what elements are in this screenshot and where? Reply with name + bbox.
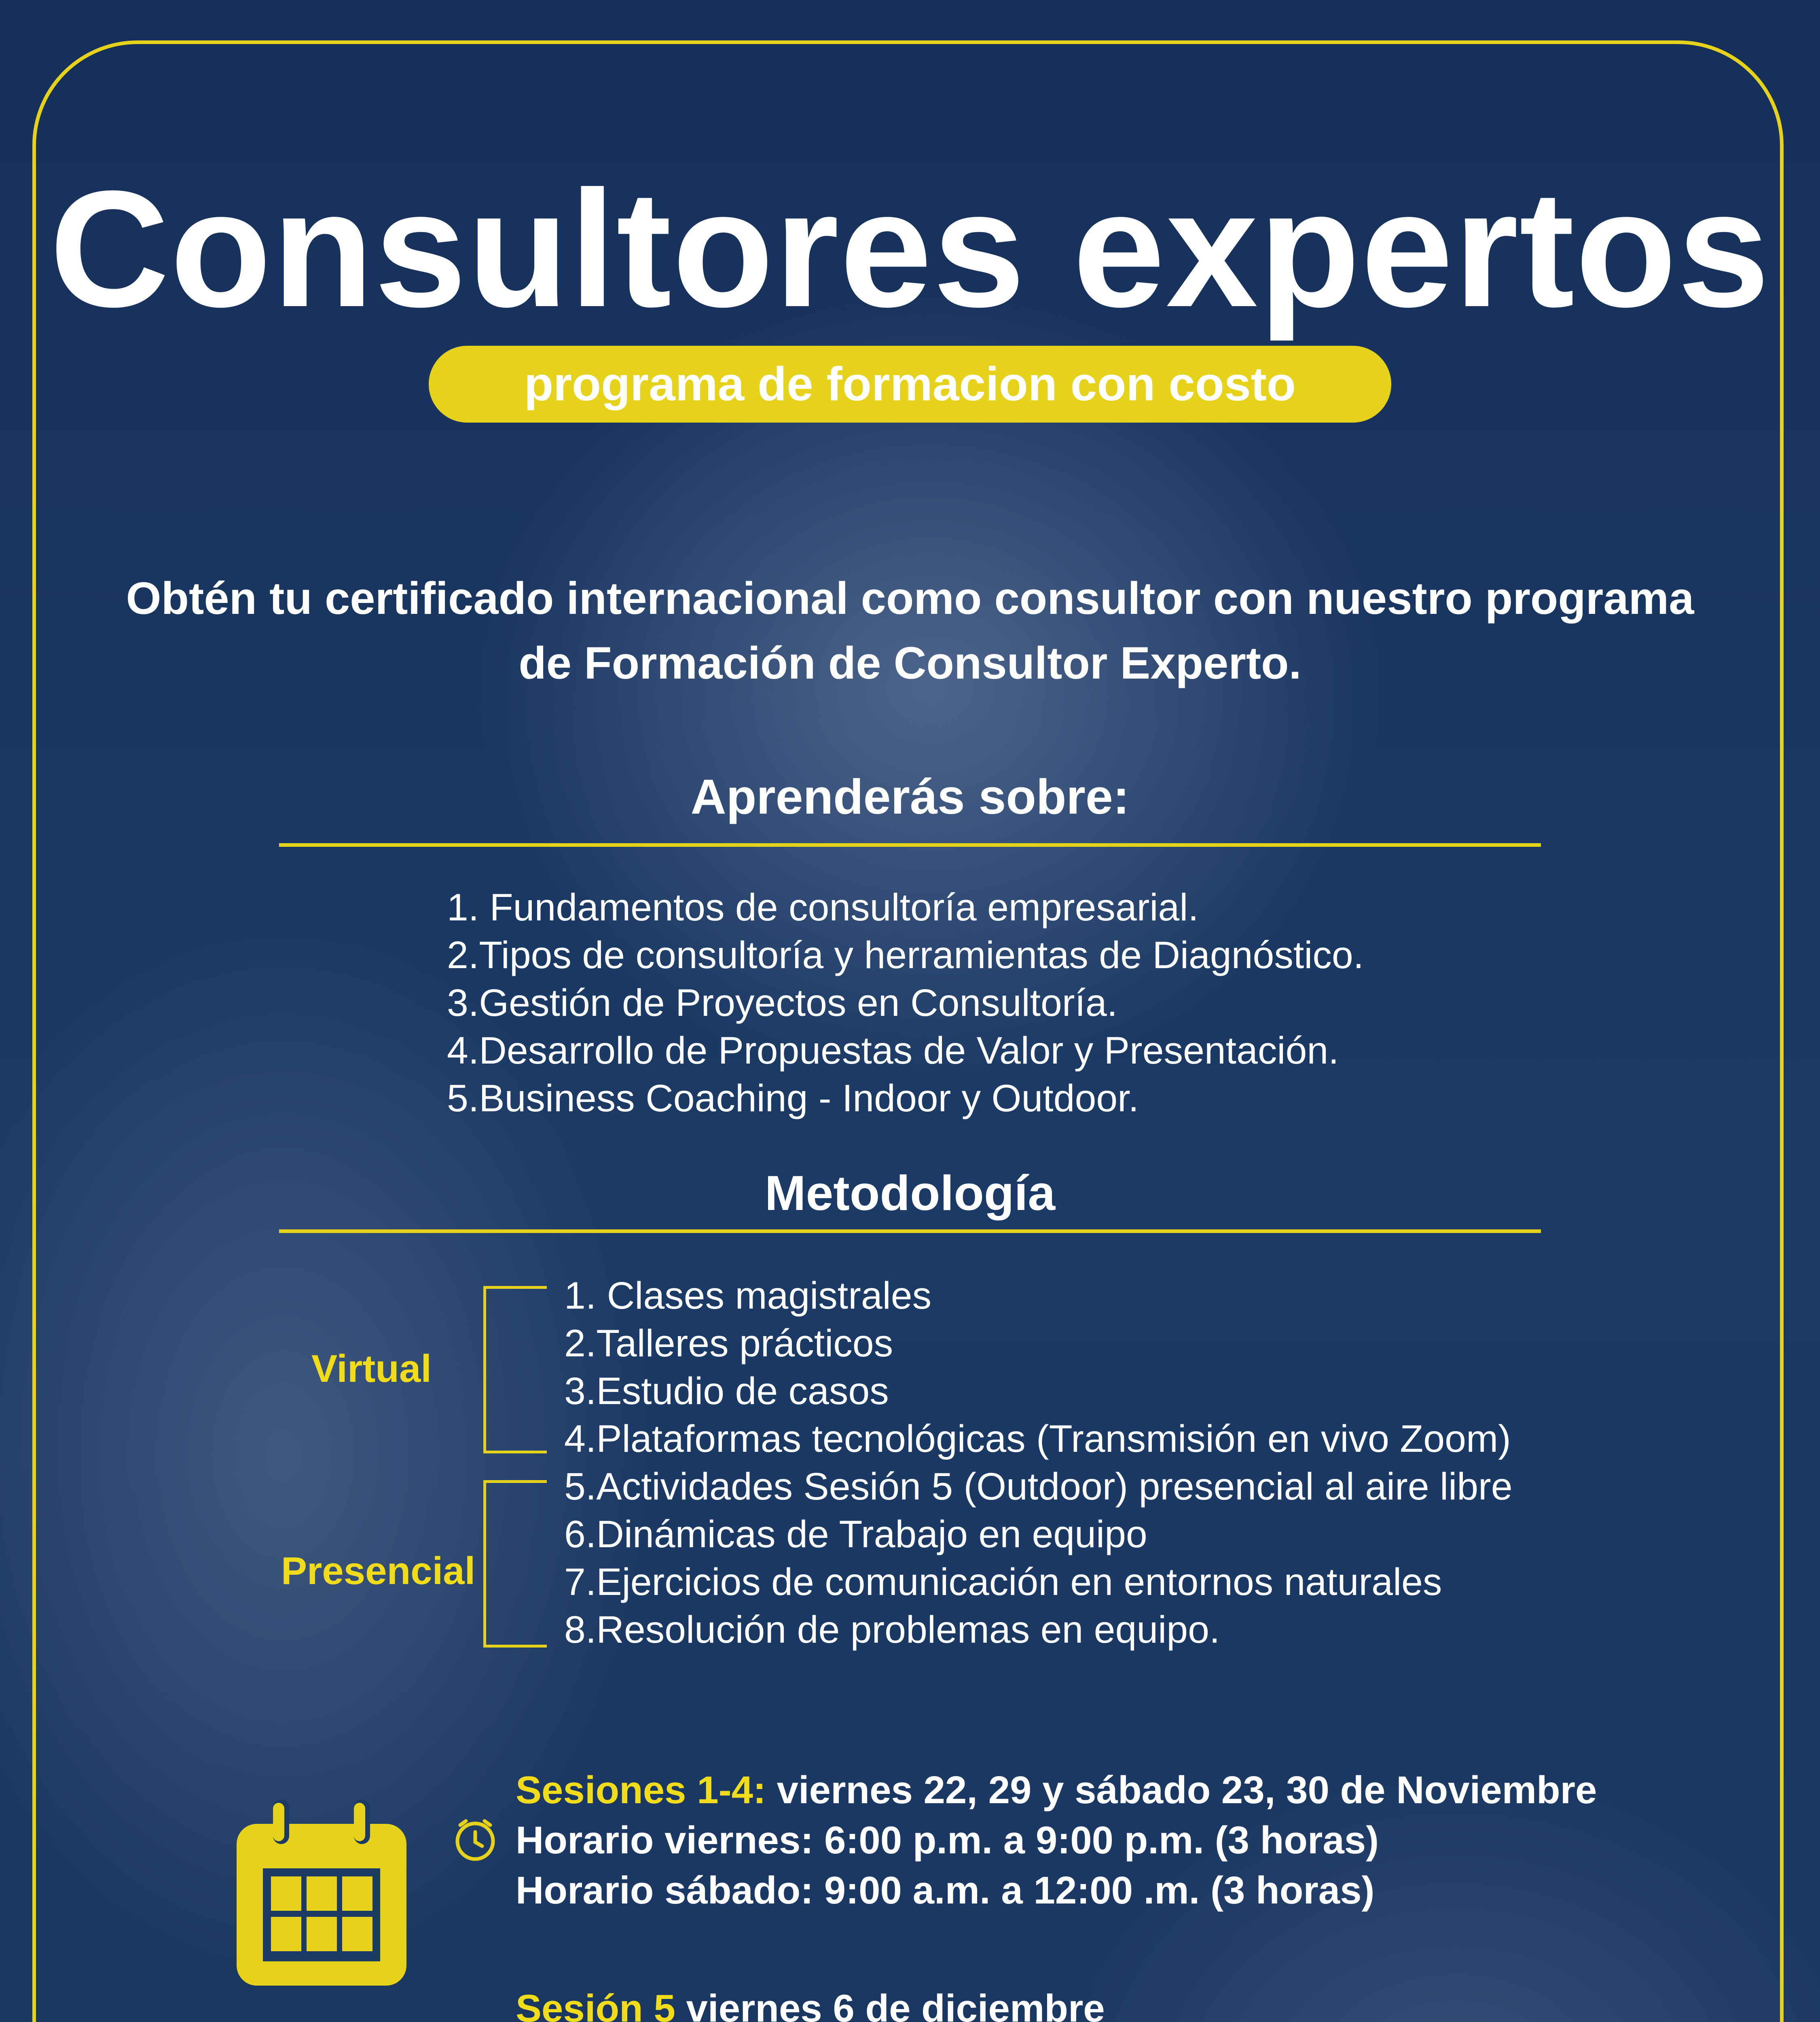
methodology-list <box>564 1272 1513 1654</box>
session-5-label: Sesión 5 <box>516 1987 675 2022</box>
list-item: 4.Desarrollo de Propuestas de Valor y Presentación. <box>447 1029 1339 1072</box>
session-5-date: viernes 6 de diciembre <box>686 1987 1105 2022</box>
sessions-1-4-dates: viernes 22, 29 y sábado 23, 30 de Noviembre <box>777 1768 1597 1812</box>
subtitle-pill: programa de formacion con costo <box>429 346 1391 423</box>
virtual-bracket <box>483 1286 547 1453</box>
virtual-label: Virtual <box>311 1347 432 1390</box>
methodology-divider <box>279 1229 1541 1233</box>
learn-heading: Aprenderás sobre: <box>690 769 1130 824</box>
session-5-block <box>516 1984 1230 2022</box>
presencial-label: Presencial <box>281 1549 476 1593</box>
list-item: 4.Plataformas tecnológicas (Transmisión en vivo Zoom) <box>564 1417 1511 1460</box>
saturday-schedule: Horario sábado: 9:00 a.m. a 12:00 .m. (3 horas) <box>516 1869 1375 1912</box>
learn-divider <box>279 843 1541 847</box>
list-item: 5.Actividades Sesión 5 (Outdoor) presencial al aire libre <box>564 1465 1513 1508</box>
learn-list <box>447 884 1364 1122</box>
intro-text: Obtén tu certificado internacional como consultor con nuestro programa de Formación de Consultor Experto. <box>126 573 1694 688</box>
list-item: 3.Gestión de Proyectos en Consultoría. <box>447 981 1118 1024</box>
sessions-1-4-block <box>516 1765 1597 1916</box>
presencial-bracket <box>483 1480 547 1648</box>
calendar-icon <box>235 1800 408 1990</box>
friday-schedule: Horario viernes: 6:00 p.m. a 9:00 p.m. (3 horas) <box>516 1819 1379 1862</box>
list-item: 3.Estudio de casos <box>564 1370 889 1413</box>
list-item: 2.Talleres prácticos <box>564 1322 893 1365</box>
list-item: 6.Dinámicas de Trabajo en equipo <box>564 1513 1147 1556</box>
list-item: 2.Tipos de consultoría y herramientas de Diagnóstico. <box>447 934 1364 977</box>
list-item: 5.Business Coaching - Indoor y Outdoor. <box>447 1077 1139 1120</box>
page-title: Consultores expertos <box>49 156 1771 341</box>
methodology-heading: Metodología <box>764 1165 1056 1220</box>
list-item: 1. Fundamentos de consultoría empresarial. <box>447 886 1199 929</box>
sessions-1-4-label: Sesiones 1-4: <box>516 1768 766 1812</box>
list-item: 8.Resolución de problemas en equipo. <box>564 1608 1220 1651</box>
list-item: 1. Clases magistrales <box>564 1274 932 1317</box>
list-item: 7.Ejercicios de comunicación en entornos naturales <box>564 1561 1442 1603</box>
clock-icon <box>453 1818 497 1862</box>
